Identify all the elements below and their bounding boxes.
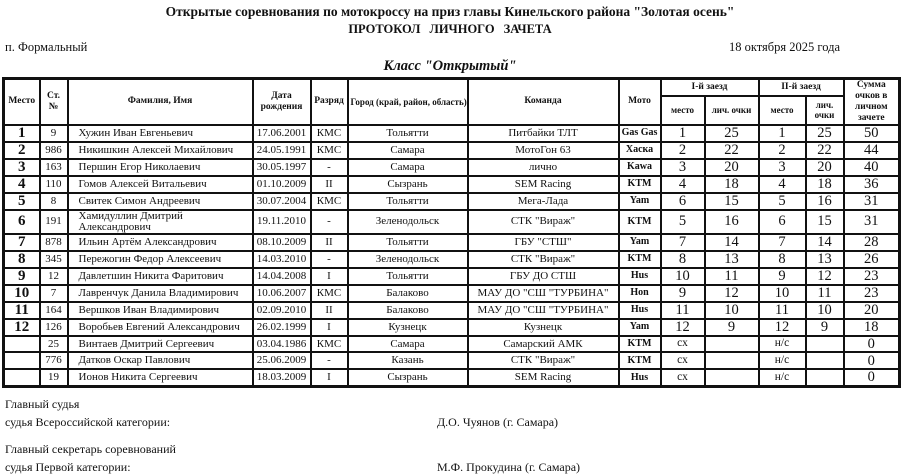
cell-moto: KTM [619,176,661,193]
cell-place: 10 [4,285,40,302]
cell-rank: - [311,251,348,268]
cell-total: 26 [844,251,900,268]
cell-city: Казань [348,352,468,369]
table-row [4,176,900,193]
cell-r2-place: 9 [759,268,806,285]
cell-moto: KTM [619,251,661,268]
cell-r2-place: 3 [759,159,806,176]
cell-team: Питбайки ТЛТ [468,125,619,142]
protocol-subtitle: ПРОТОКОЛ ЛИЧНОГО ЗАЧЕТА [348,22,552,36]
header-birth-date: Дата рождения [253,79,311,125]
cell-city: Балаково [348,285,468,302]
cell-city: Тольятти [348,125,468,142]
cell-r1-points: 20 [705,159,759,176]
cell-city: Самара [348,336,468,353]
table-row [4,352,900,369]
cell-number: 110 [40,176,68,193]
cell-r1-place: сх [661,336,705,353]
cell-name: Хамидуллин Дмитрий Александрович [68,210,253,234]
secretary-signature-row [5,460,900,474]
cell-birth-date: 24.05.1991 [253,142,311,159]
cell-r1-place: 4 [661,176,705,193]
cell-r1-place: сх [661,352,705,369]
cell-r2-points: 12 [806,268,844,285]
cell-number: 19 [40,369,68,386]
table-row [4,234,900,251]
cell-team: СТК "Вираж" [468,210,619,234]
cell-team: МАУ ДО "СШ "ТУРБИНА" [468,302,619,319]
cell-r1-place: 1 [661,125,705,142]
cell-total: 20 [844,302,900,319]
cell-r1-points: 14 [705,234,759,251]
cell-moto: Yam [619,193,661,210]
cell-name: Датков Оскар Павлович [68,352,253,369]
cell-rank: - [311,159,348,176]
meta-row [0,40,900,54]
cell-city: Сызрань [348,176,468,193]
cell-r2-points: 18 [806,176,844,193]
cell-r2-points: 25 [806,125,844,142]
cell-birth-date: 14.04.2008 [253,268,311,285]
cell-team: SEM Racing [468,369,619,386]
cell-number: 25 [40,336,68,353]
judge-signature-row [5,415,900,429]
header-city: Город (край, район, область) [348,79,468,125]
cell-birth-date: 17.06.2001 [253,125,311,142]
judge-category: судья Всероссийской категории: [5,414,171,429]
class-title: Класс "Открытый" [383,58,517,74]
cell-r2-points: 16 [806,193,844,210]
cell-city: Тольятти [348,193,468,210]
cell-birth-date: 30.05.1997 [253,159,311,176]
header-number: Ст. № [40,79,68,125]
header-rank: Разряд [311,79,348,125]
cell-total: 31 [844,210,900,234]
cell-team: Мега-Лада [468,193,619,210]
header-moto: Мото [619,79,661,125]
cell-moto: Hus [619,268,661,285]
cell-total: 36 [844,176,900,193]
cell-rank: II [311,302,348,319]
cell-city: Балаково [348,302,468,319]
cell-birth-date: 10.06.2007 [253,285,311,302]
cell-birth-date: 30.07.2004 [253,193,311,210]
cell-r2-place: 6 [759,210,806,234]
cell-moto: KTM [619,210,661,234]
cell-r1-points: 18 [705,176,759,193]
cell-team: лично [468,159,619,176]
table-row [4,193,900,210]
cell-r1-points: 9 [705,319,759,336]
header-race2-place: место [759,96,806,125]
table-row [4,302,900,319]
cell-city: Кузнецк [348,319,468,336]
header-place: Место [4,79,40,125]
cell-r1-place: 7 [661,234,705,251]
cell-rank: КМС [311,193,348,210]
cell-r1-points: 16 [705,210,759,234]
cell-total: 44 [844,142,900,159]
cell-r1-points: 15 [705,193,759,210]
cell-city: Зеленодольск [348,251,468,268]
header-race2: II-й заезд [759,79,844,96]
cell-number: 9 [40,125,68,142]
cell-r2-place: 2 [759,142,806,159]
cell-name: Никишкин Алексей Михайлович [68,142,253,159]
cell-rank: КМС [311,336,348,353]
header-name: Фамилия, Имя [68,79,253,125]
table-row [4,268,900,285]
cell-r2-points: 15 [806,210,844,234]
table-row [4,251,900,268]
cell-place: 5 [4,193,40,210]
cell-moto: Gas Gas [619,125,661,142]
cell-r1-points [705,336,759,353]
cell-place [4,336,40,353]
cell-r2-place: н/с [759,352,806,369]
cell-r2-points: 10 [806,302,844,319]
cell-moto: Kawa [619,159,661,176]
cell-total: 23 [844,268,900,285]
cell-name: Винтаев Дмитрий Сергеевич [68,336,253,353]
cell-birth-date: 02.09.2010 [253,302,311,319]
cell-city: Сызрань [348,369,468,386]
header-team: Команда [468,79,619,125]
cell-number: 986 [40,142,68,159]
cell-place: 1 [4,125,40,142]
header-race1-points: лич. очки [705,96,759,125]
table-row [4,369,900,386]
cell-name: Ионов Никита Сергеевич [68,369,253,386]
header-race2-points: лич. очки [806,96,844,125]
cell-number: 878 [40,234,68,251]
cell-r2-place: 8 [759,251,806,268]
cell-name: Воробьев Евгений Александрович [68,319,253,336]
cell-rank: КМС [311,285,348,302]
cell-r2-points: 20 [806,159,844,176]
cell-city: Зеленодольск [348,210,468,234]
cell-place: 3 [4,159,40,176]
header-race1-place: место [661,96,705,125]
cell-number: 12 [40,268,68,285]
cell-total: 31 [844,193,900,210]
cell-team: СТК "Вираж" [468,251,619,268]
cell-rank: I [311,369,348,386]
cell-team: Кузнецк [468,319,619,336]
cell-number: 345 [40,251,68,268]
cell-moto: Yam [619,319,661,336]
cell-place [4,352,40,369]
cell-r1-place: 8 [661,251,705,268]
cell-r2-place: 1 [759,125,806,142]
cell-name: Ильин Артём Александрович [68,234,253,251]
cell-city: Самара [348,159,468,176]
cell-number: 126 [40,319,68,336]
cell-r1-points: 11 [705,268,759,285]
cell-name: Пережогин Федор Алексеевич [68,251,253,268]
cell-r1-place: 12 [661,319,705,336]
cell-r2-place: 5 [759,193,806,210]
secretary-name: М.Ф. Прокудина (г. Самара) [437,459,581,474]
cell-team: СТК "Вираж" [468,352,619,369]
table-row [4,210,900,234]
cell-team: МАУ ДО "СШ "ТУРБИНА" [468,285,619,302]
cell-place: 9 [4,268,40,285]
cell-city: Тольятти [348,268,468,285]
secretary-category: судья Первой категории: [5,459,131,474]
cell-rank: - [311,210,348,234]
cell-name: Першин Егор Николаевич [68,159,253,176]
location-label: п. Формальный [5,40,88,54]
cell-place: 12 [4,319,40,336]
cell-r1-points: 12 [705,285,759,302]
cell-birth-date: 14.03.2010 [253,251,311,268]
cell-number: 191 [40,210,68,234]
table-header [4,79,900,125]
cell-name: Вершков Иван Владимирович [68,302,253,319]
cell-moto: Hus [619,369,661,386]
table-row [4,159,900,176]
cell-r1-place: 9 [661,285,705,302]
cell-r1-points: 13 [705,251,759,268]
cell-total: 0 [844,369,900,386]
cell-total: 23 [844,285,900,302]
cell-team: ГБУ ДО СТШ [468,268,619,285]
cell-rank: КМС [311,125,348,142]
cell-r2-points: 22 [806,142,844,159]
cell-name: Давлетшин Никита Фаритович [68,268,253,285]
cell-team: Самарский АМК [468,336,619,353]
cell-city: Тольятти [348,234,468,251]
cell-place: 6 [4,210,40,234]
cell-rank: КМС [311,142,348,159]
cell-number: 8 [40,193,68,210]
cell-r2-place: 11 [759,302,806,319]
cell-rank: II [311,234,348,251]
cell-r1-points: 22 [705,142,759,159]
cell-total: 0 [844,336,900,353]
cell-r1-points [705,352,759,369]
cell-birth-date: 25.06.2009 [253,352,311,369]
cell-total: 50 [844,125,900,142]
judge-name: Д.О. Чуянов (г. Самара) [437,414,559,429]
signatures [0,397,900,474]
table-row [4,142,900,159]
cell-moto: Хаска [619,142,661,159]
cell-number: 7 [40,285,68,302]
cell-r2-points: 11 [806,285,844,302]
cell-name: Хужин Иван Евгеньевич [68,125,253,142]
cell-moto: KTM [619,336,661,353]
cell-total: 28 [844,234,900,251]
cell-number: 164 [40,302,68,319]
cell-place: 2 [4,142,40,159]
cell-moto: Hon [619,285,661,302]
cell-r2-points: 14 [806,234,844,251]
table-body [4,125,900,387]
cell-r1-place: 6 [661,193,705,210]
cell-place: 11 [4,302,40,319]
table-row [4,336,900,353]
cell-moto: Hus [619,302,661,319]
cell-number: 163 [40,159,68,176]
cell-place: 7 [4,234,40,251]
cell-rank: I [311,319,348,336]
cell-r1-place: 5 [661,210,705,234]
table-row [4,319,900,336]
cell-name: Свитек Симон Андреевич [68,193,253,210]
cell-r1-place: 2 [661,142,705,159]
cell-r1-points [705,369,759,386]
cell-team: SEM Racing [468,176,619,193]
cell-r2-points: 9 [806,319,844,336]
cell-r2-points: 13 [806,251,844,268]
cell-r1-place: сх [661,369,705,386]
header-race1: I-й заезд [661,79,759,96]
table-row [4,125,900,142]
cell-r2-place: н/с [759,369,806,386]
cell-total: 18 [844,319,900,336]
date-label: 18 октября 2025 года [728,40,840,54]
cell-number: 776 [40,352,68,369]
cell-place [4,369,40,386]
cell-city: Самара [348,142,468,159]
cell-moto: KTM [619,352,661,369]
cell-r1-points: 10 [705,302,759,319]
cell-r1-place: 3 [661,159,705,176]
cell-moto: Yam [619,234,661,251]
cell-rank: - [311,352,348,369]
cell-rank: I [311,268,348,285]
table-row [4,285,900,302]
secretary-role: Главный секретарь соревнований [5,441,176,456]
competition-title: Открытые соревнования по мотокроссу на приз главы Кинельского района "Золотая осень" [165,4,735,19]
results-table [2,77,901,388]
cell-birth-date: 19.11.2010 [253,210,311,234]
cell-name: Гомов Алексей Витальевич [68,176,253,193]
judge-role: Главный судья [5,396,80,411]
cell-r2-place: 10 [759,285,806,302]
cell-r2-points [806,336,844,353]
cell-birth-date: 26.02.1999 [253,319,311,336]
cell-r2-place: н/с [759,336,806,353]
cell-place: 8 [4,251,40,268]
cell-team: МотоГон 63 [468,142,619,159]
cell-name: Лавренчук Данила Владимирович [68,285,253,302]
cell-total: 0 [844,352,900,369]
cell-birth-date: 03.04.1986 [253,336,311,353]
cell-r2-points [806,369,844,386]
cell-r2-place: 12 [759,319,806,336]
cell-r1-place: 10 [661,268,705,285]
header-total: Сумма очков в личном зачете [844,79,900,125]
cell-team: ГБУ "СТШ" [468,234,619,251]
cell-r2-place: 7 [759,234,806,251]
cell-birth-date: 01.10.2009 [253,176,311,193]
cell-r1-points: 25 [705,125,759,142]
cell-rank: II [311,176,348,193]
cell-total: 40 [844,159,900,176]
cell-r1-place: 11 [661,302,705,319]
cell-r2-points [806,352,844,369]
cell-birth-date: 18.03.2009 [253,369,311,386]
cell-place: 4 [4,176,40,193]
cell-r2-place: 4 [759,176,806,193]
cell-birth-date: 08.10.2009 [253,234,311,251]
